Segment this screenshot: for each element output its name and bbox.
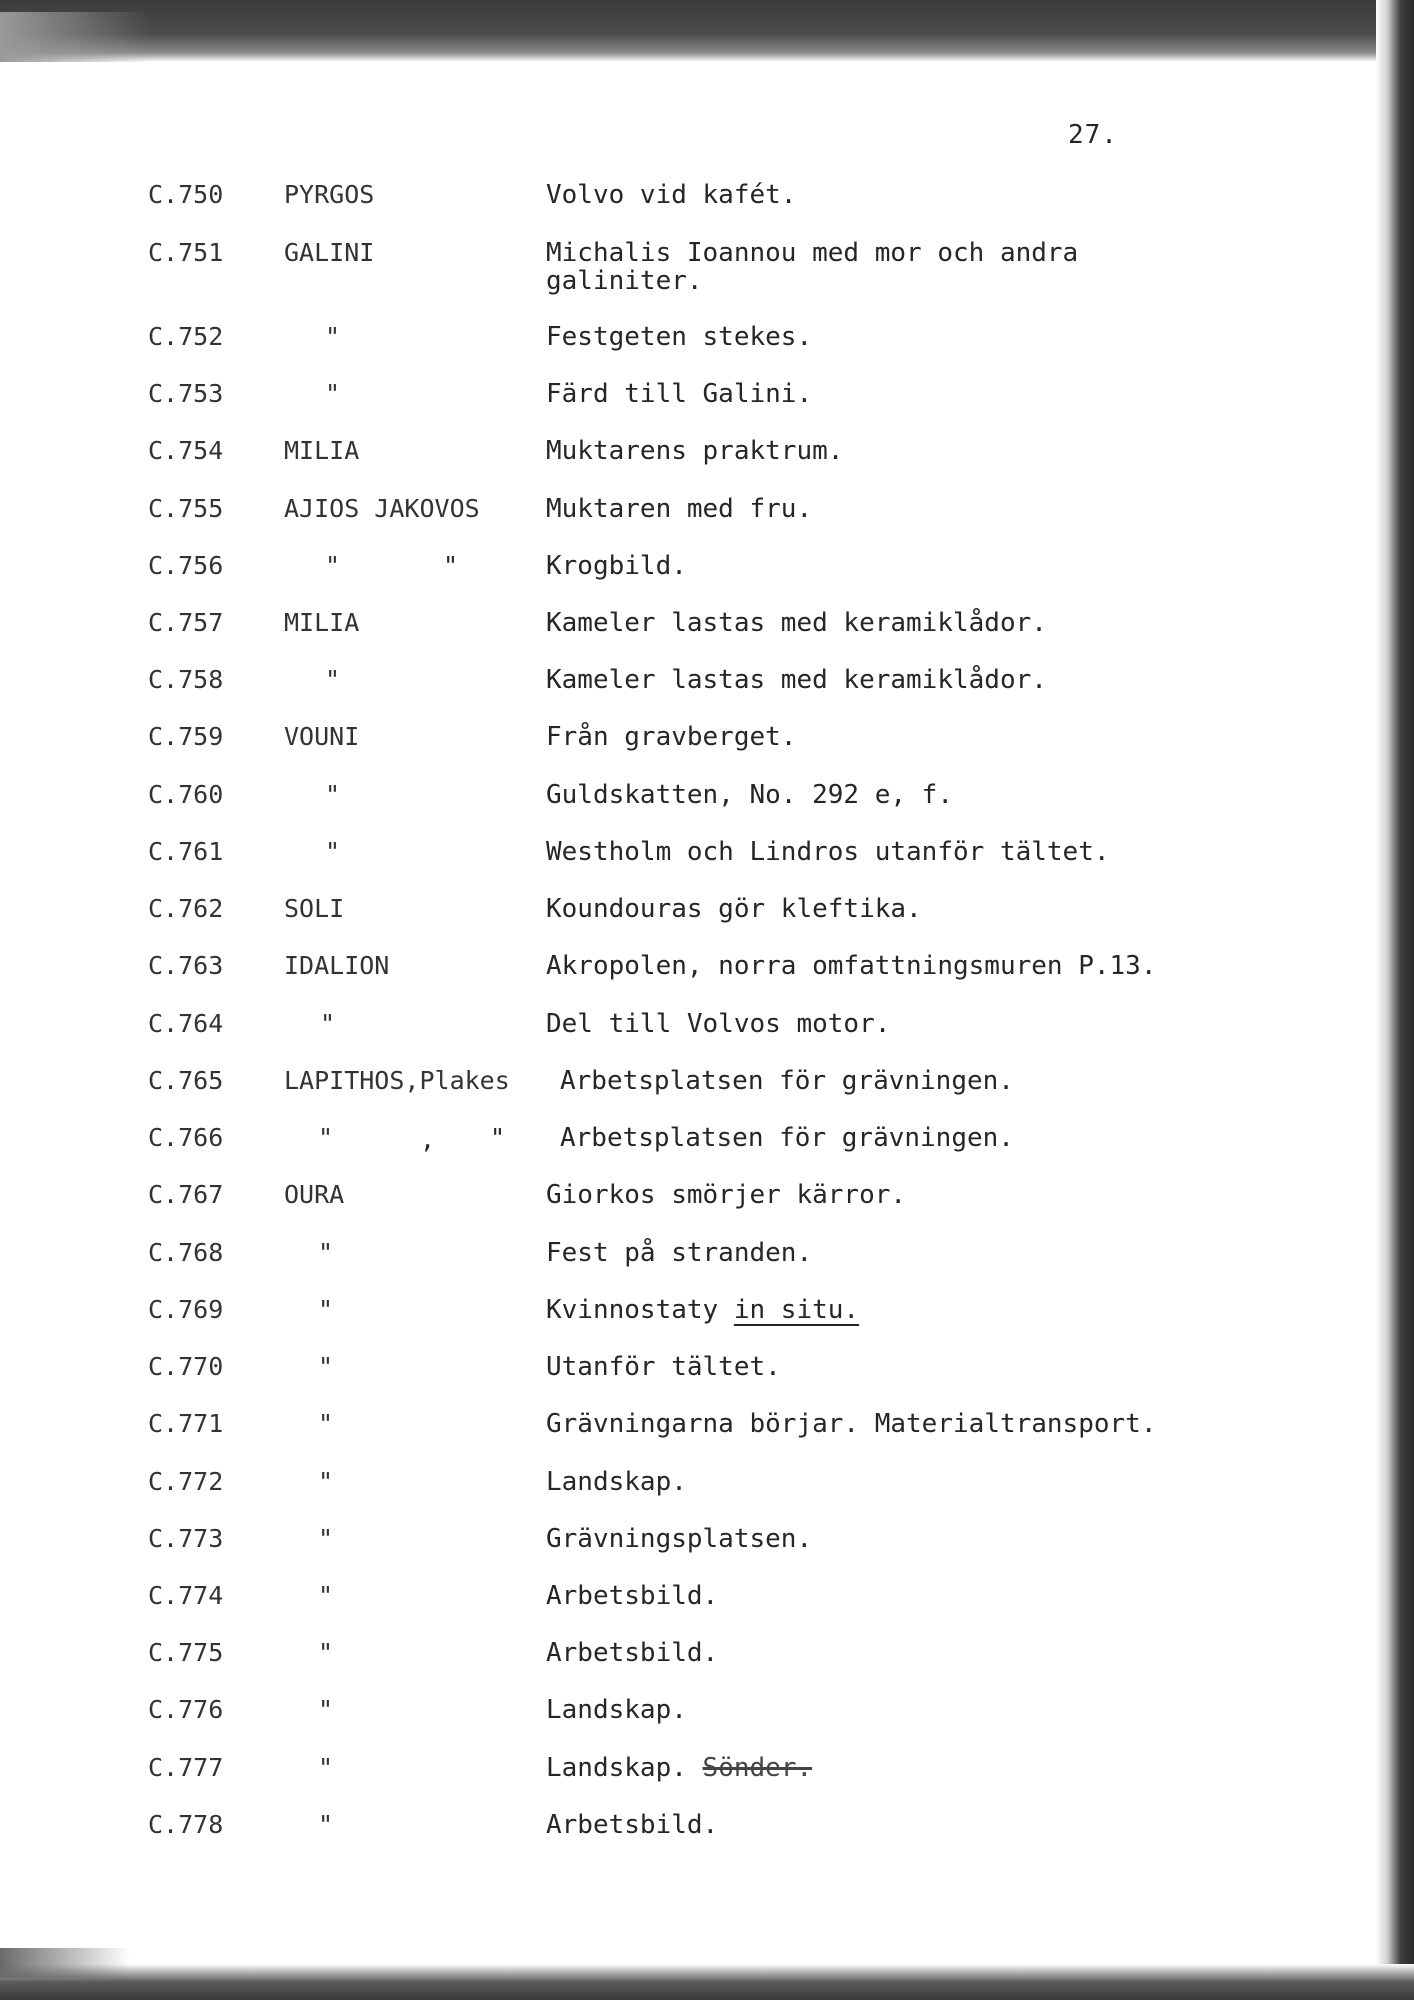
description-text: Arbetsplatsen för grävningen. bbox=[560, 1123, 1014, 1153]
photo-description bbox=[546, 1695, 687, 1725]
place-name: " bbox=[318, 1581, 334, 1610]
photo-description bbox=[546, 665, 1047, 695]
list-item bbox=[0, 1123, 1414, 1183]
photo-description bbox=[546, 494, 812, 524]
photo-code: C.769 bbox=[148, 1295, 224, 1324]
photo-code: C.766 bbox=[148, 1123, 224, 1152]
place-name: " bbox=[318, 1695, 334, 1724]
photo-code: C.764 bbox=[148, 1009, 224, 1038]
scan-edge-bottom bbox=[0, 1964, 1414, 2000]
photo-code: C.777 bbox=[148, 1753, 224, 1782]
list-item bbox=[0, 322, 1414, 382]
list-item bbox=[0, 1066, 1414, 1126]
list-item bbox=[0, 837, 1414, 897]
scan-shade-bottom-left bbox=[0, 1948, 130, 1978]
list-item bbox=[0, 1180, 1414, 1240]
scan-shade-top-left bbox=[0, 12, 150, 62]
underlined-phrase: in situ. bbox=[733, 1295, 860, 1325]
place-comma: , bbox=[420, 1125, 436, 1154]
place-name: " bbox=[325, 379, 341, 408]
photo-code: C.773 bbox=[148, 1524, 224, 1553]
description-text: Kvinnostaty bbox=[546, 1295, 719, 1325]
place-name: IDALION bbox=[284, 951, 390, 980]
photo-description bbox=[546, 180, 796, 210]
photo-code: C.756 bbox=[148, 551, 224, 580]
photo-code: C.778 bbox=[148, 1810, 224, 1839]
list-item bbox=[0, 1695, 1414, 1755]
photo-description bbox=[546, 551, 687, 581]
place-name: OURA bbox=[284, 1180, 345, 1209]
photo-description bbox=[546, 722, 796, 752]
place-name: LAPITHOS,Plakes bbox=[284, 1066, 510, 1095]
place-name: " bbox=[325, 837, 341, 866]
photo-code: C.759 bbox=[148, 722, 224, 751]
description-text: Muktaren med fru. bbox=[546, 494, 813, 524]
description-text: Landskap. bbox=[546, 1467, 687, 1497]
photo-code: C.776 bbox=[148, 1695, 224, 1724]
place-name: " bbox=[325, 551, 341, 580]
photo-code: C.753 bbox=[148, 379, 224, 408]
description-text: Landskap. bbox=[546, 1695, 687, 1725]
description-text: Landskap. bbox=[546, 1753, 687, 1783]
struck-through-word: Sönder. bbox=[702, 1753, 813, 1783]
description-text: Festgeten stekes. bbox=[546, 322, 813, 352]
photo-code: C.775 bbox=[148, 1638, 224, 1667]
list-item bbox=[0, 1409, 1414, 1469]
description-text: Giorkos smörjer kärror. bbox=[546, 1180, 907, 1210]
photo-description bbox=[546, 1238, 812, 1268]
place-name: " bbox=[318, 1295, 334, 1324]
description-text: Fest på stranden. bbox=[546, 1238, 813, 1268]
photo-description bbox=[546, 1753, 812, 1783]
description-text: Utanför tältet. bbox=[546, 1352, 781, 1382]
photo-description bbox=[546, 608, 1047, 638]
place-name: " bbox=[318, 1467, 334, 1496]
place-name: " bbox=[318, 1810, 334, 1839]
photo-description bbox=[546, 1295, 859, 1325]
place-name: " bbox=[325, 665, 341, 694]
description-text: Arbetsbild. bbox=[546, 1581, 719, 1611]
place-name: " bbox=[318, 1409, 334, 1438]
place-name: MILIA bbox=[284, 608, 360, 637]
description-text: Krogbild. bbox=[546, 551, 687, 581]
place-name: " bbox=[318, 1238, 334, 1267]
list-item bbox=[0, 951, 1414, 1011]
place-name: " bbox=[318, 1123, 334, 1152]
list-item bbox=[0, 1238, 1414, 1298]
place-name: " bbox=[320, 1009, 336, 1038]
list-item bbox=[0, 1352, 1414, 1412]
list-item bbox=[0, 180, 1414, 240]
list-item bbox=[0, 1810, 1414, 1870]
photo-code: C.761 bbox=[148, 837, 224, 866]
description-text: Arbetsplatsen för grävningen. bbox=[560, 1066, 1014, 1096]
description-text: Michalis Ioannou med mor och andra bbox=[546, 238, 1079, 268]
list-item bbox=[0, 1753, 1414, 1813]
description-text: Arbetsbild. bbox=[546, 1810, 719, 1840]
list-item bbox=[0, 1638, 1414, 1698]
list-item bbox=[0, 608, 1414, 668]
photo-code: C.765 bbox=[148, 1066, 224, 1095]
photo-description bbox=[546, 1467, 687, 1497]
description-text: Grävningarna börjar. Materialtransport. bbox=[546, 1409, 1157, 1439]
description-text: Koundouras gör kleftika. bbox=[546, 894, 922, 924]
description-continuation: galiniter. bbox=[546, 266, 703, 296]
list-item bbox=[0, 1467, 1414, 1527]
description-text: Muktarens praktrum. bbox=[546, 436, 844, 466]
photo-code: C.774 bbox=[148, 1581, 224, 1610]
description-text: Kameler lastas med keramiklådor. bbox=[546, 665, 1047, 695]
photo-code: C.760 bbox=[148, 780, 224, 809]
list-item bbox=[0, 1581, 1414, 1641]
list-item bbox=[0, 1009, 1414, 1069]
photo-description bbox=[560, 1123, 1014, 1153]
list-item bbox=[0, 1524, 1414, 1584]
photo-description bbox=[546, 436, 843, 466]
description-text: Volvo vid kafét. bbox=[546, 180, 797, 210]
place-name: " bbox=[325, 780, 341, 809]
description-text: Del till Volvos motor. bbox=[546, 1009, 891, 1039]
photo-code: C.752 bbox=[148, 322, 224, 351]
photo-description bbox=[546, 1810, 718, 1840]
photo-description bbox=[546, 1409, 1156, 1439]
photo-description bbox=[546, 1524, 812, 1554]
list-item bbox=[0, 436, 1414, 496]
photo-description bbox=[546, 1638, 718, 1668]
photo-code: C.757 bbox=[148, 608, 224, 637]
place-name: MILIA bbox=[284, 436, 360, 465]
description-text: Grävningsplatsen. bbox=[546, 1524, 813, 1554]
photo-description bbox=[546, 951, 1156, 981]
photo-description bbox=[546, 1581, 718, 1611]
list-item bbox=[0, 238, 1414, 298]
place-name: GALINI bbox=[284, 238, 375, 267]
description-text: Westholm och Lindros utanför tältet. bbox=[546, 837, 1110, 867]
list-item bbox=[0, 551, 1414, 611]
page-number: 27. bbox=[1068, 120, 1118, 150]
place-name: " bbox=[318, 1524, 334, 1553]
description-text: Guldskatten, No. 292 e, f. bbox=[546, 780, 953, 810]
place-name: PYRGOS bbox=[284, 180, 375, 209]
list-item bbox=[0, 894, 1414, 954]
scan-edge-top bbox=[0, 0, 1414, 62]
photo-description bbox=[546, 322, 812, 352]
photo-code: C.750 bbox=[148, 180, 224, 209]
photo-description bbox=[546, 379, 812, 409]
description-text: Färd till Galini. bbox=[546, 379, 813, 409]
place-ditto-second: " bbox=[490, 1123, 506, 1152]
description-text: Från gravberget. bbox=[546, 722, 797, 752]
place-ditto-second: " bbox=[443, 551, 459, 580]
place-name: " bbox=[318, 1753, 334, 1782]
photo-description bbox=[546, 1352, 781, 1382]
photo-code: C.771 bbox=[148, 1409, 224, 1438]
description-text: Akropolen, norra omfattningsmuren P.13. bbox=[546, 951, 1157, 981]
list-item bbox=[0, 1295, 1414, 1355]
photo-description bbox=[546, 1009, 890, 1039]
photo-description bbox=[546, 894, 922, 924]
photo-code: C.751 bbox=[148, 238, 224, 267]
photo-code: C.758 bbox=[148, 665, 224, 694]
photo-description bbox=[546, 837, 1110, 867]
place-name: SOLI bbox=[284, 894, 345, 923]
photo-description bbox=[546, 780, 953, 810]
photo-code: C.754 bbox=[148, 436, 224, 465]
photo-description bbox=[560, 1066, 1014, 1096]
list-item bbox=[0, 722, 1414, 782]
description-text: Arbetsbild. bbox=[546, 1638, 719, 1668]
photo-code: C.763 bbox=[148, 951, 224, 980]
place-name: " bbox=[318, 1638, 334, 1667]
photo-description bbox=[546, 238, 1078, 268]
photo-code: C.762 bbox=[148, 894, 224, 923]
list-item bbox=[0, 665, 1414, 725]
photo-description bbox=[546, 1180, 906, 1210]
place-name: AJIOS JAKOVOS bbox=[284, 494, 480, 523]
photo-code: C.755 bbox=[148, 494, 224, 523]
photo-code: C.772 bbox=[148, 1467, 224, 1496]
description-text: Kameler lastas med keramiklådor. bbox=[546, 608, 1047, 638]
photo-code: C.770 bbox=[148, 1352, 224, 1381]
place-name: " bbox=[318, 1352, 334, 1381]
photo-code: C.767 bbox=[148, 1180, 224, 1209]
list-item bbox=[0, 379, 1414, 439]
list-item bbox=[0, 780, 1414, 840]
list-item bbox=[0, 494, 1414, 554]
photo-code: C.768 bbox=[148, 1238, 224, 1267]
place-name: " bbox=[325, 322, 341, 351]
place-name: VOUNI bbox=[284, 722, 360, 751]
